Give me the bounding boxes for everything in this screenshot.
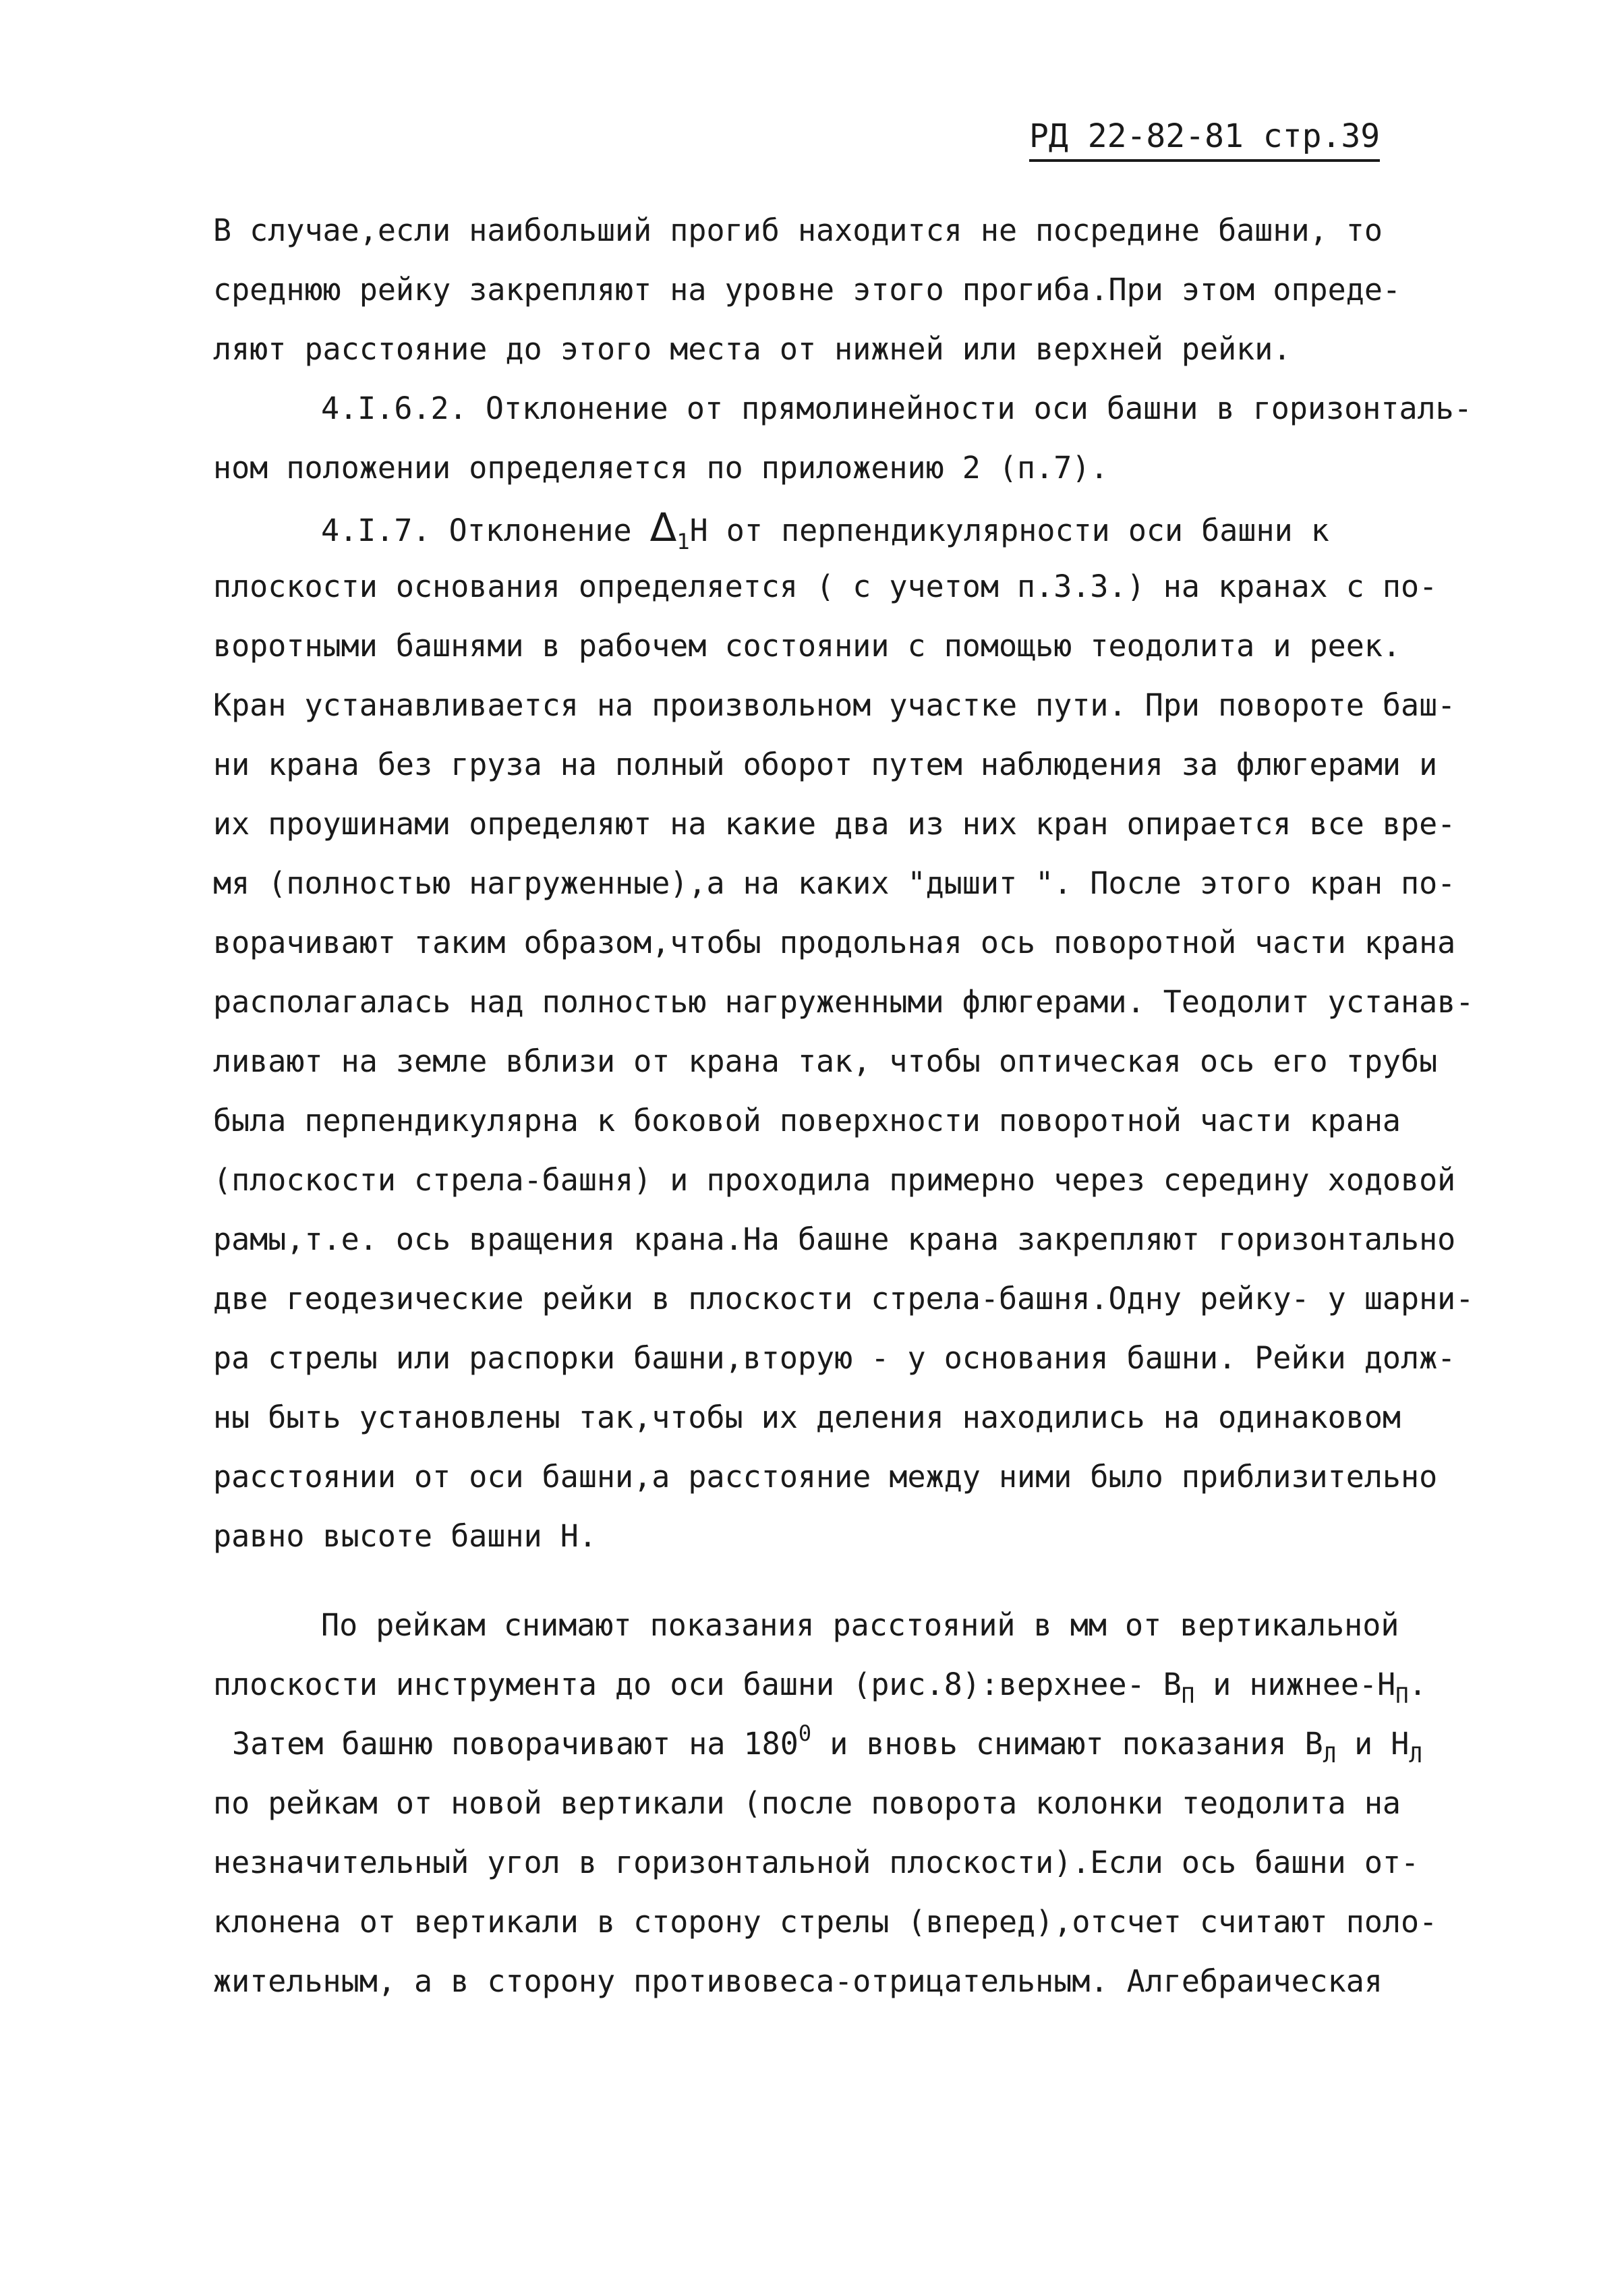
subscript: П <box>1395 1683 1409 1708</box>
text-line: ны быть установлены так,чтобы их деления находились на одинаковом <box>213 1399 1401 1435</box>
subscript: Л <box>1323 1742 1336 1768</box>
text-fragment: и нижнее-Н <box>1194 1667 1396 1702</box>
text-line <box>213 1655 1495 1714</box>
text-line: жительным, а в сторону противовеса-отрицательным. Алгебраическая <box>213 1963 1383 1999</box>
text-line: расстоянии от оси башни,а расстояние между ними было приблизительно <box>213 1459 1438 1495</box>
text-line: рамы,т.е. ось вращения крана.На башне крана закрепляют горизонтально <box>213 1221 1456 1257</box>
text-line: Кран устанавливается на произвольном участке пути. При повороте баш- <box>213 687 1456 723</box>
delta-symbol: Δ <box>649 504 677 550</box>
text-line: ворачивают таким образом,чтобы продольная ось поворотной части крана <box>213 925 1456 960</box>
text-line: была перпендикулярна к боковой поверхности поворотной части крана <box>213 1103 1401 1138</box>
text-line: мя (полностью нагруженные),а на каких "дышит ". После этого кран по- <box>213 865 1456 901</box>
text-line: их проушинами определяют на какие два из них кран опирается все вре- <box>213 806 1456 842</box>
text-line: равно высоте башни H. <box>213 1518 597 1554</box>
text-fragment: и Н <box>1336 1726 1410 1762</box>
text-line: ни крана без груза на полный оборот путем наблюдения за флюгерами и <box>213 747 1438 782</box>
text-line: 4.I.6.2. Отклонение от прямолинейности оси башни в горизонталь- <box>321 391 1472 426</box>
page-header: РД 22-82-81 стр.39 <box>1029 116 1380 162</box>
text-line <box>213 498 1495 557</box>
text-line: клонена от вертикали в сторону стрелы (вперед),отсчет считают поло- <box>213 1904 1438 1940</box>
subscript: П <box>1181 1683 1195 1708</box>
subscript: Л <box>1409 1742 1422 1768</box>
text-fragment: плоскости инструмента до оси башни (рис.8):верхнее- В <box>213 1667 1182 1702</box>
text-line: воротными башнями в рабочем состоянии с помощью теодолита и реек. <box>213 628 1401 664</box>
text-line: ляют расстояние до этого места от нижней или верхней рейки. <box>213 331 1292 367</box>
text-line: среднюю рейку закрепляют на уровне этого прогиба.При этом опреде- <box>213 272 1401 308</box>
text-line: плоскости основания определяется ( с учетом п.3.3.) на кранах с по- <box>213 569 1438 604</box>
text-fragment: Затем башню поворачивают на 180 <box>232 1726 799 1762</box>
text-line: располагалась над полностью нагруженными флюгерами. Теодолит устанав- <box>213 984 1474 1020</box>
text-line: ра стрелы или распорки башни,вторую - у основания башни. Рейки долж- <box>213 1340 1456 1376</box>
text-fragment: и вновь снимают показания В <box>811 1726 1323 1762</box>
text-line: (плоскости стрела-башня) и проходила примерно через середину ходовой <box>213 1162 1456 1198</box>
superscript: 0 <box>798 1720 812 1746</box>
document-body <box>213 201 1495 2011</box>
text-line: незначительный угол в горизонтальной плоскости).Если ось башни от- <box>213 1845 1420 1880</box>
text-line: По рейкам снимают показания расстояний в мм от вертикальной <box>321 1607 1399 1643</box>
text-fragment: . <box>1408 1667 1427 1702</box>
text-line <box>213 1714 1495 1774</box>
text-line: две геодезические рейки в плоскости стрела-башня.Одну рейку- у шарни- <box>213 1281 1474 1317</box>
text-line: ливают на земле вблизи от крана так, чтобы оптическая ось его трубы <box>213 1043 1438 1079</box>
text-line: по рейкам от новой вертикали (после поворота колонки теодолита на <box>213 1785 1401 1821</box>
subscript: 1 <box>676 529 690 554</box>
text-fragment: H от перпендикулярности оси башни к <box>689 513 1329 548</box>
text-fragment: 4.I.7. Отклонение <box>321 513 650 548</box>
text-line: ном положении определяется по приложению 2 (п.7). <box>213 450 1109 486</box>
text-line: В случае,если наибольший прогиб находится не посредине башни, то <box>213 212 1383 248</box>
